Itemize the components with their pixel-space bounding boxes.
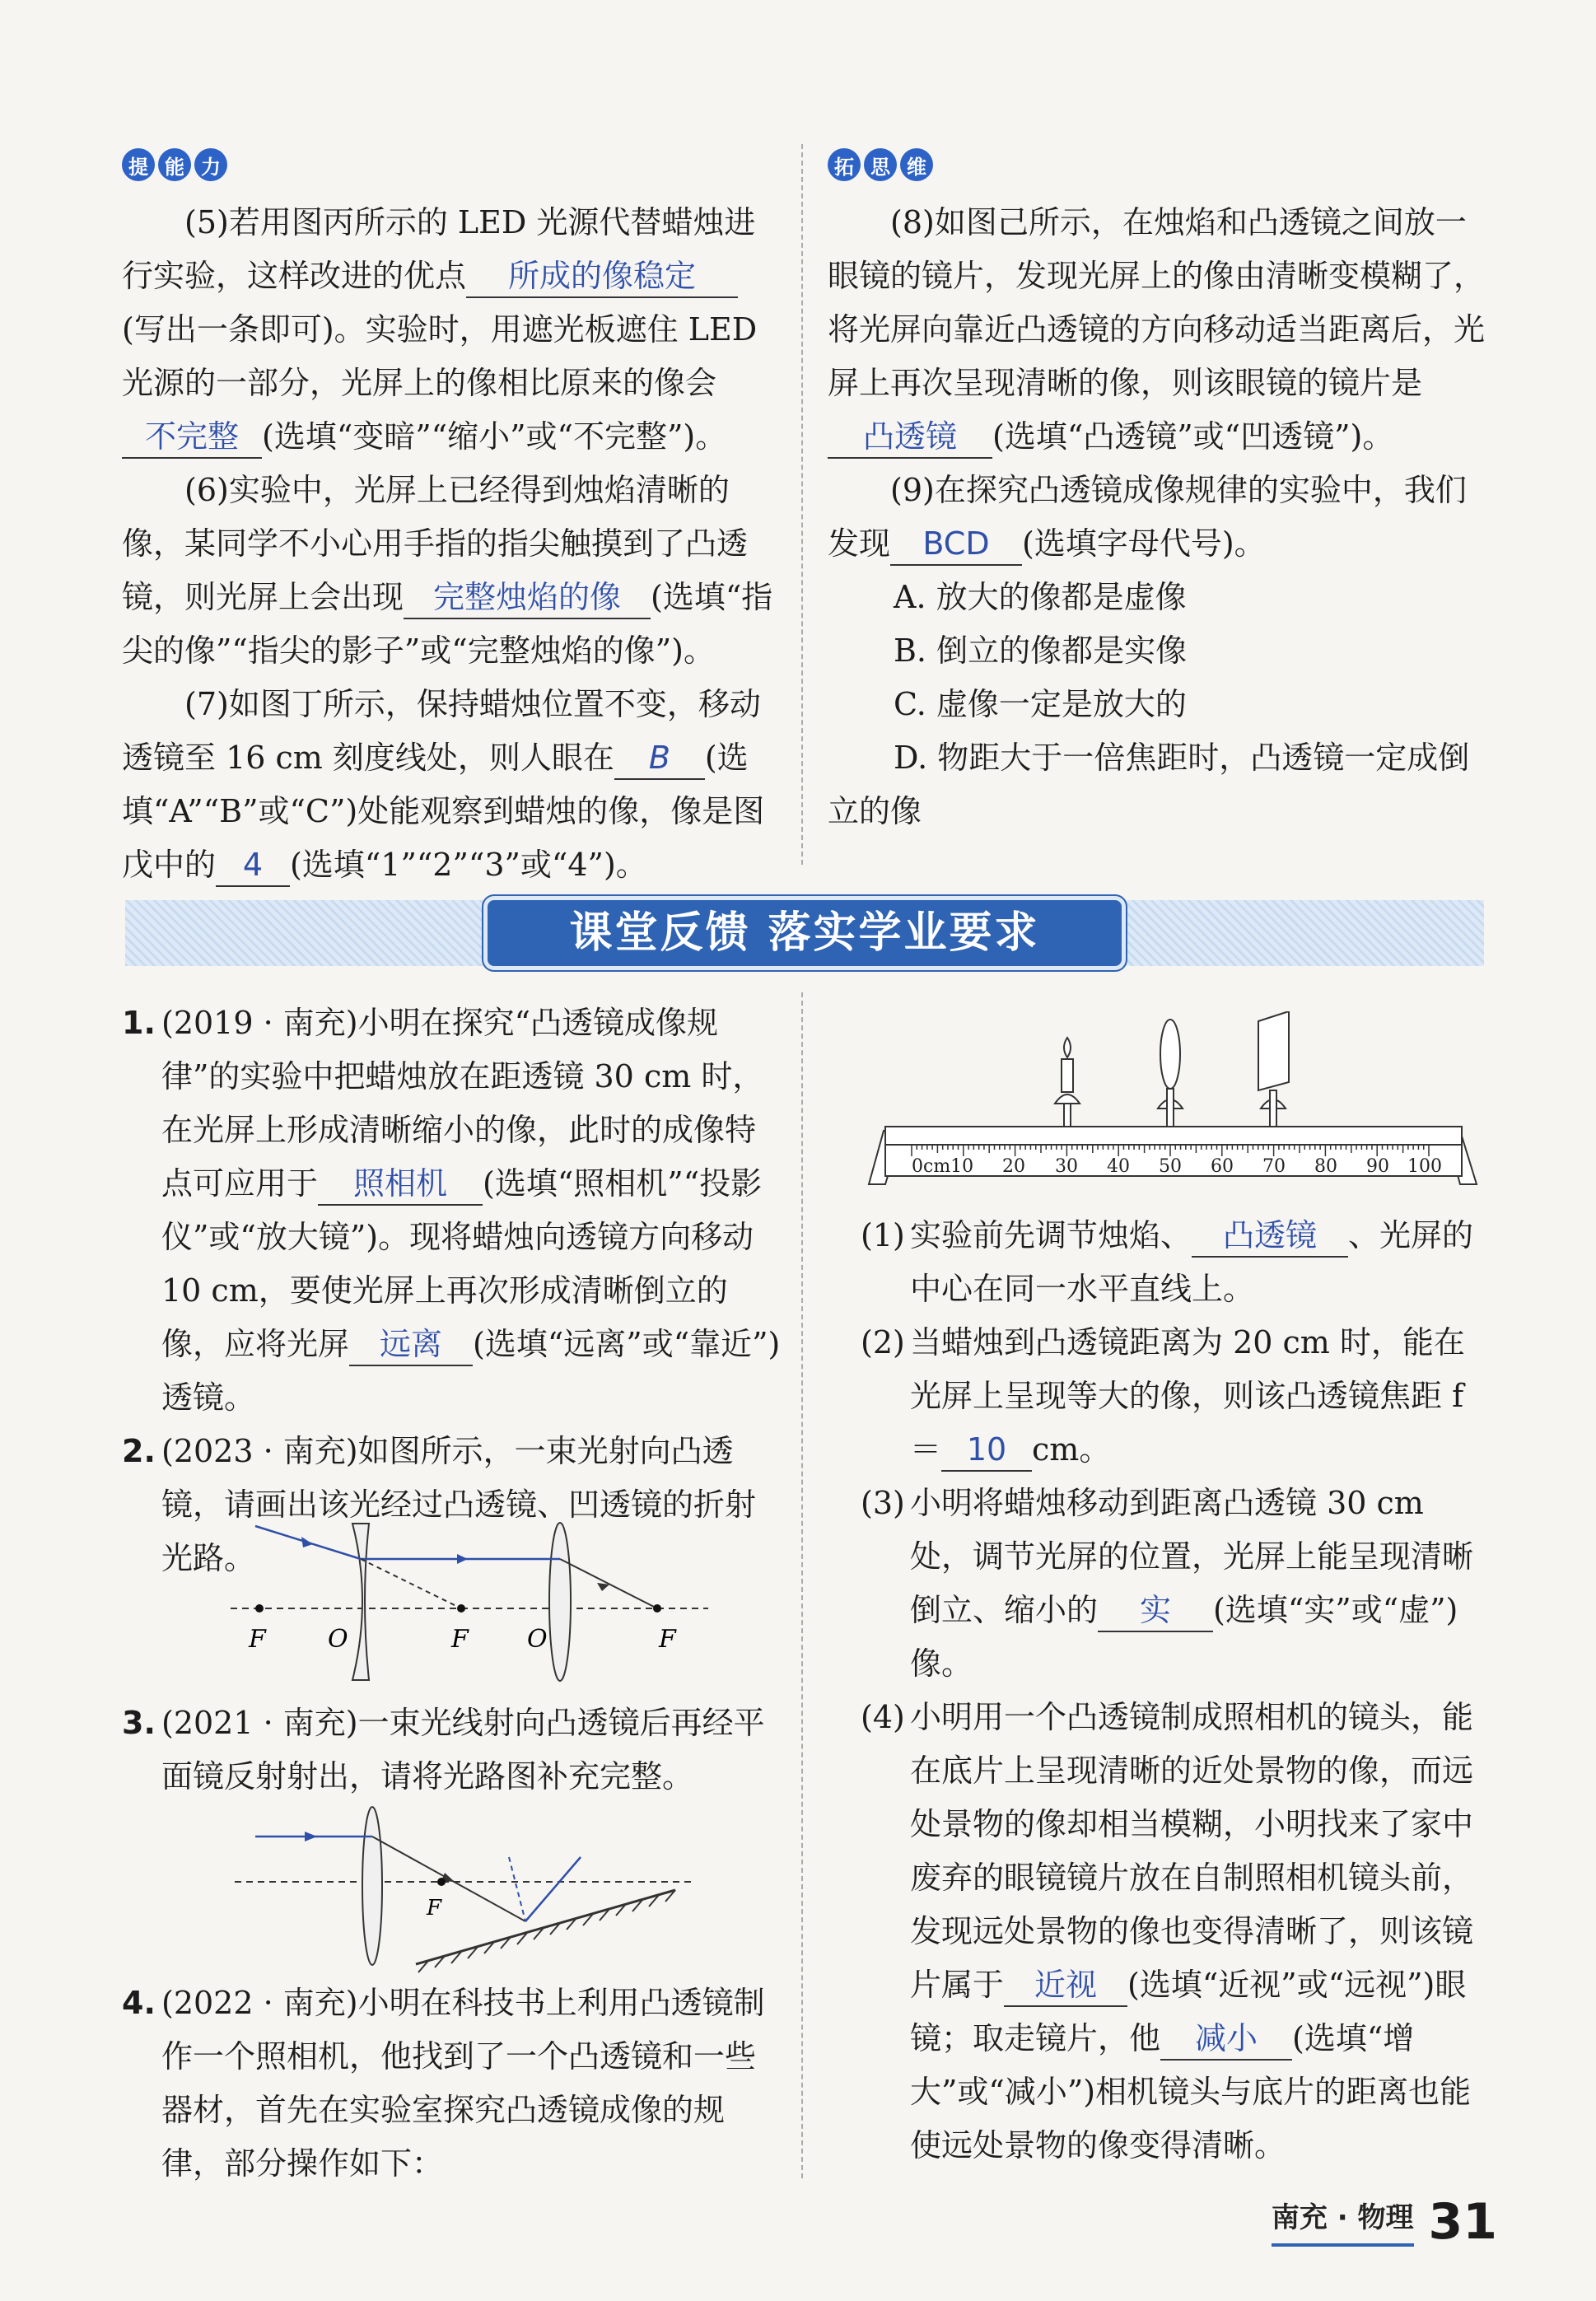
bench-rail-upper [885,1127,1462,1145]
page-number: 31 [1428,2193,1497,2251]
option-c: C. 虚像一定是放大的 [894,686,1187,722]
arrow-head [305,1832,317,1841]
focal-point [437,1878,446,1886]
right-bottom-column [861,1209,1486,2173]
column-divider [801,992,803,2178]
light-screen [1258,1011,1289,1127]
optical-bench [861,1011,1486,1201]
page-footer [1271,2193,1497,2251]
answer-blank[interactable]: 减小 [1160,2018,1292,2061]
answer-blank[interactable]: 不完整 [122,416,262,459]
option-d: D. 物距大于一倍焦距时，凸透镜一定成倒立的像 [828,740,1470,829]
badge-char: 思 [864,148,897,181]
answer-blank[interactable]: 10 [941,1429,1032,1472]
badge-ability [122,148,227,181]
question-5: (5)若用图丙所示的 LED 光源代替蜡烛进行实验，这样改进的优点 所成的像稳定(写出一条即可)。实验时，用遮光板遮住 LED 光源的一部分，光屏上的像相比原来的像会不完整 (选填“变暗”“缩小”或“不完整”)。 [122,196,777,464]
question-9: (9)在探究凸透镜成像规律的实验中，我们发现 BCD (选填字母代号)。 [828,464,1486,571]
tick-label: 40 [1107,1156,1130,1177]
answer-blank[interactable]: B [614,737,705,780]
tick-label: 50 [1159,1156,1182,1177]
tick-label: 90 [1366,1156,1389,1177]
lens-mirror-diagram-q3 [231,1799,725,1977]
focal-point [255,1604,264,1613]
tick-label: 60 [1211,1156,1234,1177]
sub-question-4: (4) 小明用一个凸透镜制成照相机的镜头，能在底片上呈现清晰的近处景物的像，而远处景物的像却相当模糊，小明找来了家中废弃的眼镜镜片放在自制照相机镜头前，发现远处景物的像也变得清晰了，则该镜片属于 近视 (选填“近视”或“远视”)眼镜；取走镜片，他 减小 (选填“增大”或“减小”)相机镜头与底片的距离也能使远处景物的像变得清晰。 [861,1699,1474,2163]
tick-label: 100 [1407,1156,1442,1177]
question-6: (6)实验中，光屏上已经得到烛焰清晰的像，某同学不小心用手指的指尖触摸到了凸透镜，则光屏上会出现 完整烛焰的像 (选填“指尖的像”“指尖的影子”或“完整烛焰的像”)。 [122,472,773,669]
tick-label: 30 [1055,1156,1078,1177]
left-top-column [122,196,777,892]
label-f: F [427,1896,442,1921]
badge-char: 拓 [828,148,861,181]
tick-label: 0cm10 [912,1156,974,1177]
answer-blank[interactable]: 实 [1098,1589,1213,1632]
badge-char: 能 [158,148,191,181]
answer-blank[interactable]: 近视 [1004,1964,1127,2007]
answer-blank[interactable]: BCD [890,523,1022,566]
focal-point [457,1604,465,1613]
question-1: 1. (2019 · 南充)小明在探究“凸透镜成像规律”的实验中把蜡烛放在距透镜 30 cm 时，在光屏上形成清晰缩小的像，此时的成像特点可应用于 照相机 (选填“照相机”“投影仪”或“放大镜”)。现将蜡烛向透镜方向移动 10 cm，要使光屏上再次形成清晰倒立的像，应将光屏 远离 (选填“远离”或“靠近”)透镜。 [122,1005,781,1416]
label-f: F [249,1625,266,1654]
normal-line [509,1857,525,1921]
sub-question-2: (2) 当蜡烛到凸透镜距离为 20 cm 时，能在光屏上呈现等大的像，则该凸透镜焦距 f＝ 10 cm。 [861,1316,1486,1477]
answer-blank[interactable]: 所成的像稳定 [466,255,738,298]
question-2: 2. (2023 · 南充)如图所示，一束光射向凸透镜，请画出该光经过凸透镜、凹透镜的折射光路。 [122,1433,757,1576]
label-f: F [451,1625,469,1654]
answer-blank[interactable]: 照相机 [318,1163,483,1206]
section-title: 课堂反馈 落实学业要求 [488,900,1122,966]
focal-point [653,1604,661,1613]
footer-label: 南充 · 物理 [1272,2195,1414,2247]
mirror-hatching [418,1890,675,1972]
answer-blank[interactable]: 凸透镜 [1192,1215,1348,1258]
sub-question-3: (3) 小明将蜡烛移动到距离凸透镜 30 cm 处，调节光屏的位置，光屏上能呈现清晰倒立、缩小的 实 (选填“实”或“虚”)像。 [861,1485,1474,1682]
answer-blank[interactable]: 完整烛焰的像 [404,576,651,619]
left-bottom-column-3 [122,1977,781,2191]
convex-lens [549,1523,571,1681]
concave-lens [352,1524,369,1680]
convex-output-ray [560,1559,657,1608]
answer-blank[interactable]: 4 [216,844,290,887]
tick-label: 70 [1262,1156,1286,1177]
tick-label: 20 [1002,1156,1025,1177]
reflected-ray [525,1857,581,1921]
plane-mirror [416,1890,675,1964]
option-a: A. 放大的像都是虚像 [894,579,1187,615]
arrow-head [457,1554,468,1564]
sub-question-1: (1) 实验前先调节烛焰、 凸透镜 、光屏的中心在同一水平直线上。 [861,1209,1486,1316]
question-7: (7)如图丁所示，保持蜡烛位置不变，移动透镜至 16 cm 刻度线处，则人眼在 B (选填“A”“B”或“C”)处能观察到蜡烛的像，像是图戊中的 4 (选填“1”“2”“3”或“4”)。 [122,678,777,892]
extension-line [361,1559,461,1608]
answer-blank[interactable]: 凸透镜 [828,416,992,459]
question-3: 3. (2021 · 南充)一束光线射向凸透镜后再经平面镜反射射出，请将光路图补充完整。 [122,1705,765,1795]
arrow-head [597,1583,609,1591]
convex-lens [362,1807,382,1965]
arrow-head [301,1537,313,1547]
question-4: 4. (2022 · 南充)小明在科技书上利用凸透镜制作一个照相机，他找到了一个凸透镜和一些器材，首先在实验室探究凸透镜成像的规律，部分操作如下： [122,1985,765,2182]
lens-on-bench [1158,1020,1183,1127]
badge-char: 提 [122,148,155,181]
badge-thinking [828,148,933,181]
label-o: O [328,1625,348,1654]
left-bottom-column-2 [122,1697,781,1804]
tick-label: 80 [1314,1156,1337,1177]
badge-char: 维 [900,148,933,181]
label-o: O [527,1625,548,1654]
option-b: B. 倒立的像都是实像 [894,632,1188,669]
candle [1055,1038,1080,1127]
column-divider [801,144,803,865]
badge-char: 力 [194,148,227,181]
lens-diagram-q2 [222,1511,716,1688]
label-f: F [659,1625,676,1654]
answer-blank[interactable]: 远离 [349,1323,473,1366]
question-8: (8)如图己所示，在烛焰和凸透镜之间放一眼镜的镜片，发现光屏上的像由清晰变模糊了，将光屏向靠近凸透镜的方向移动适当距离后，光屏上再次呈现清晰的像，则该眼镜的镜片是凸透镜 (选填“凸透镜”或“凹透镜”)。 [828,196,1486,464]
left-bottom-column [122,996,781,1585]
right-top-column [828,196,1486,838]
section-banner [125,900,1484,966]
